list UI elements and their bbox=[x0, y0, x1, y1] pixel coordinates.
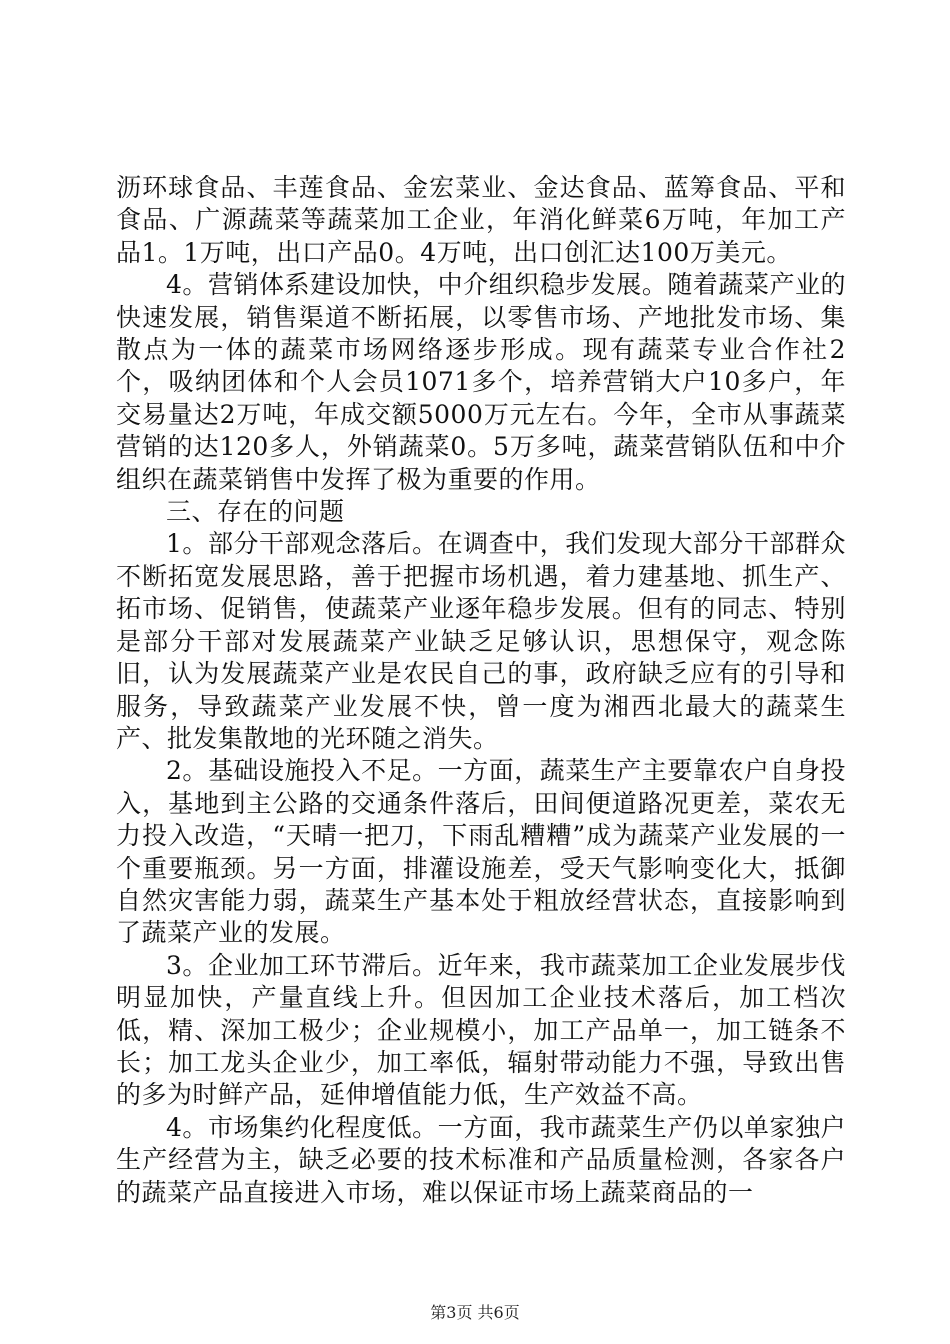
section-heading: 三、存在的问题 bbox=[166, 497, 345, 527]
paragraph-5: 3。企业加工环节滞后。近年来，我市蔬菜加工企业发展步伐明显加快，产量直线上升。但因加工企业技术落后，加工档次低，精、深加工极少；企业规模小，加工产品单一，加工链条不长；加工龙头企业少，加工率低，辐射带动能力不强，导致出售的多为时鲜产品，延伸增值能力低，生产效益不高。 bbox=[116, 950, 846, 1110]
paragraph-4: 2。基础设施投入不足。一方面，蔬菜生产主要靠农户自身投入，基地到主公路的交通条件落后，田间便道路况更差，菜农无力投入改造，“天晴一把刀，下雨乱糟糟”成为蔬菜产业发展的一个重要瓶颈。另一方面，排灌设施差，受天气影响变化大，抵御自然灾害能力弱，蔬菜生产基本处于粗放经营状态，直接影响到了蔬菜产业的发展。 bbox=[116, 756, 846, 948]
paragraph-3: 1。部分干部观念落后。在调查中，我们发现大部分干部群众不断拓宽发展思路，善于把握市场机遇，着力建基地、抓生产、拓市场、促销售，使蔬菜产业逐年稳步发展。但有的同志、特别是部分干部对发展蔬菜产业缺乏足够认识，思想保守，观念陈旧，认为发展蔬菜产业是农民自己的事，政府缺乏应有的引导和服务，导致蔬菜产业发展不快，曾一度为湘西北最大的蔬菜生产、批发集散地的光环随之消失。 bbox=[116, 529, 846, 753]
paragraph-6: 4。市场集约化程度低。一方面，我市蔬菜生产仍以单家独户生产经营为主，缺乏必要的技术标准和产品质量检测，各家各户的蔬菜产品直接进入市场，难以保证市场上蔬菜商品的一 bbox=[116, 1112, 846, 1207]
paragraph-2: 4。营销体系建设加快，中介组织稳步发展。随着蔬菜产业的快速发展，销售渠道不断拓展，以零售市场、产地批发市场、集散点为一体的蔬菜市场网络逐步形成。现有蔬菜专业合作社2个，吸纳团体和个人会员1071多个，培养营销大户10多户，年交易量达2万吨，年成交额5000万元左右。今年，全市从事蔬菜营销的达120多人，外销蔬菜0。5万多吨，蔬菜营销队伍和中介组织在蔬菜销售中发挥了极为重要的作用。 bbox=[116, 270, 846, 494]
document-body bbox=[116, 172, 846, 1209]
paragraph-1: 沥环球食品、丰莲食品、金宏菜业、金达食品、蓝筹食品、平和食品、广源蔬菜等蔬菜加工企业，年消化鲜菜6万吨，年加工产品1。1万吨，出口产品0。4万吨，出口创汇达100万美元。 bbox=[116, 173, 846, 267]
page-number-footer: 第3页 共6页 bbox=[430, 1303, 520, 1322]
